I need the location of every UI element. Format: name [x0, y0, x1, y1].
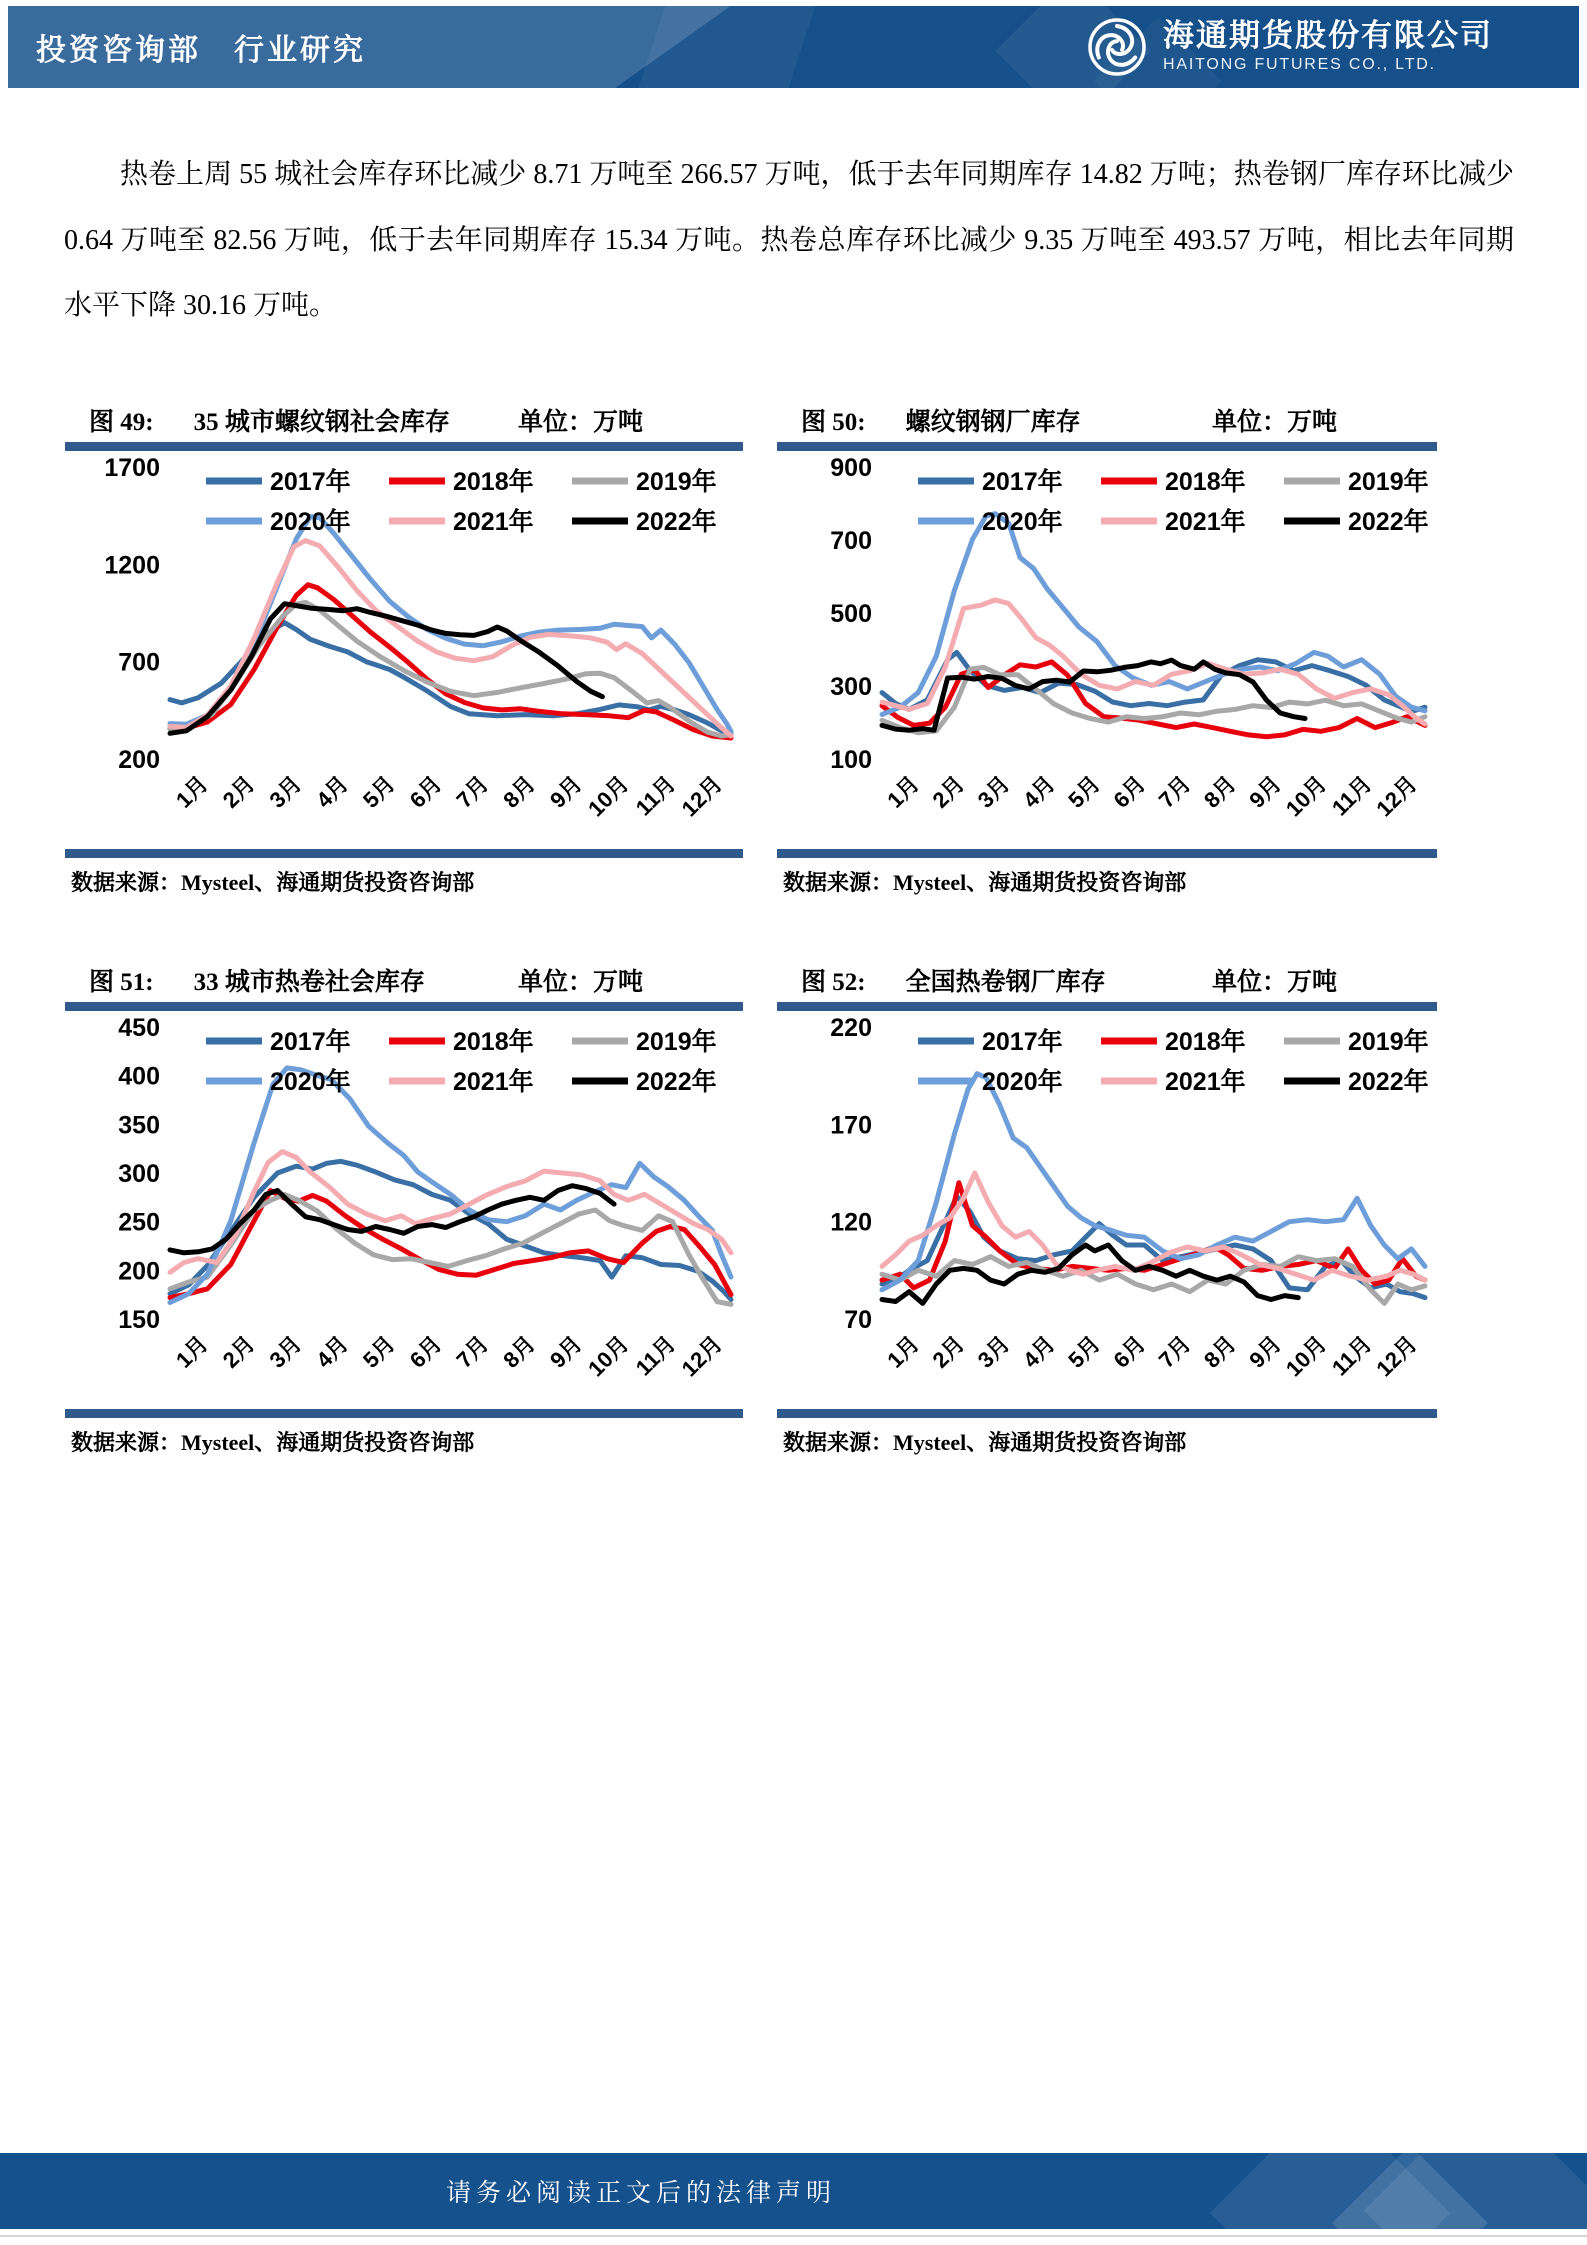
source-note: 数据来源：Mysteel、海通期货投资咨询部: [71, 870, 475, 895]
x-tick-label: 8月: [498, 770, 541, 813]
x-tick-label: 6月: [1108, 770, 1151, 813]
legend-label: 2020年: [982, 1068, 1063, 1096]
x-tick-label: 5月: [1063, 1330, 1106, 1373]
legend-label: 2022年: [636, 1068, 717, 1096]
y-tick-label: 200: [118, 1257, 160, 1286]
haitong-emblem-icon: [1085, 15, 1149, 79]
line-chart-fig51: [65, 1011, 743, 1409]
legend-label: 2020年: [270, 508, 351, 536]
legend-label: 2020年: [270, 1068, 351, 1096]
x-tick-label: 8月: [1199, 1330, 1241, 1373]
y-tick-label: 1200: [104, 551, 160, 580]
x-tick-label: 3月: [264, 770, 307, 813]
y-tick-label: 100: [830, 746, 872, 774]
legend-label: 2020年: [982, 508, 1063, 536]
chart-panel-fig51: [65, 958, 743, 1457]
legend-label: 2018年: [453, 1028, 534, 1056]
y-tick-label: 400: [118, 1062, 160, 1091]
unit-label: 单位：万吨: [517, 409, 643, 436]
rule-bottom: [65, 849, 743, 858]
x-tick-label: 12月: [676, 1330, 728, 1382]
x-tick-label: 10月: [583, 1330, 634, 1382]
x-tick-label: 10月: [583, 770, 634, 822]
legal-notice: 请务必阅读正文后的法律声明: [445, 2180, 837, 2207]
y-tick-label: 350: [118, 1111, 160, 1140]
series-line-2020年: [170, 517, 731, 732]
legend-label: 2017年: [982, 468, 1063, 496]
y-tick-label: 700: [830, 527, 872, 555]
line-chart-fig49: [65, 451, 743, 849]
rule-bottom: [65, 1409, 743, 1418]
x-tick-label: 2月: [927, 1330, 970, 1373]
rule-top: [65, 1002, 743, 1011]
legend-label: 2022年: [1348, 1068, 1429, 1096]
x-tick-label: 4月: [311, 1330, 354, 1373]
legend-label: 2021年: [1165, 1068, 1246, 1096]
x-tick-label: 3月: [264, 1330, 307, 1373]
y-tick-label: 300: [830, 673, 872, 701]
chart-title: 螺纹钢钢厂库存: [905, 409, 1081, 436]
legend-label: 2018年: [453, 468, 534, 496]
footer-divider-line: [0, 2235, 1587, 2237]
chart-title-row: [777, 958, 1437, 1002]
y-tick-label: 70: [844, 1306, 872, 1334]
chart-panel-fig49: [65, 398, 743, 897]
figure-label: 图 52:: [801, 969, 866, 996]
line-chart-fig50: [777, 451, 1437, 849]
x-tick-label: 5月: [1063, 770, 1106, 813]
legend-label: 2021年: [453, 508, 534, 536]
rule-bottom: [777, 1409, 1437, 1418]
rule-top: [65, 442, 743, 451]
x-tick-label: 4月: [1018, 770, 1060, 813]
y-tick-label: 300: [118, 1160, 160, 1188]
legend-label: 2022年: [636, 508, 717, 536]
x-tick-label: 3月: [972, 770, 1015, 813]
company-logo: [1085, 15, 1493, 79]
rule-top: [777, 442, 1437, 451]
rule-bottom: [777, 849, 1437, 858]
chart-title: 33 城市热卷社会库存: [193, 969, 425, 996]
series-line-2018年: [170, 585, 731, 738]
x-tick-label: 12月: [1371, 770, 1422, 822]
chart-title-row: [65, 398, 743, 442]
x-tick-label: 11月: [630, 770, 681, 821]
company-name-en: HAITONG FUTURES CO., LTD.: [1163, 55, 1436, 73]
source-note: 数据来源：Mysteel、海通期货投资咨询部: [71, 1430, 475, 1455]
chart-panel-fig50: [777, 398, 1437, 897]
x-tick-label: 2月: [217, 770, 260, 813]
y-tick-label: 250: [118, 1208, 160, 1237]
company-name-block: [1163, 20, 1493, 74]
page-header: [8, 6, 1579, 88]
chart-panel-fig52: [777, 958, 1437, 1457]
x-tick-label: 6月: [1108, 1330, 1151, 1373]
x-tick-label: 9月: [545, 1330, 587, 1373]
y-tick-label: 200: [118, 746, 160, 774]
y-tick-label: 170: [830, 1111, 872, 1140]
figure-label: 图 49:: [89, 409, 154, 436]
x-tick-label: 5月: [358, 770, 400, 813]
legend-label: 2018年: [1165, 468, 1246, 496]
unit-label: 单位：万吨: [517, 969, 643, 996]
x-tick-label: 4月: [311, 770, 354, 813]
x-tick-label: 12月: [676, 770, 728, 822]
x-tick-label: 2月: [927, 770, 970, 813]
x-tick-label: 11月: [1326, 770, 1377, 821]
y-tick-label: 120: [830, 1208, 872, 1237]
source-note: 数据来源：Mysteel、海通期货投资咨询部: [783, 1430, 1187, 1455]
series-line-2017年: [170, 1161, 731, 1299]
y-tick-label: 220: [830, 1014, 872, 1042]
rule-top: [777, 1002, 1437, 1011]
chart-legend: [206, 1027, 717, 1096]
legend-label: 2019年: [1348, 468, 1429, 496]
x-tick-label: 9月: [545, 770, 587, 813]
x-tick-label: 7月: [1153, 1330, 1196, 1373]
y-tick-label: 900: [830, 454, 872, 482]
x-tick-label: 7月: [451, 1330, 494, 1373]
figure-label: 图 51:: [89, 969, 154, 996]
chart-legend: [918, 1027, 1429, 1096]
legend-label: 2017年: [270, 1028, 351, 1056]
x-tick-label: 9月: [1244, 770, 1287, 813]
chart-title: 35 城市螺纹钢社会库存: [193, 409, 450, 436]
legend-label: 2019年: [636, 468, 717, 496]
y-tick-label: 500: [830, 600, 872, 628]
header-title: 投资咨询部 行业研究: [36, 34, 366, 67]
legend-label: 2019年: [1348, 1028, 1429, 1056]
x-tick-label: 10月: [1280, 1330, 1332, 1382]
y-tick-label: 700: [118, 648, 160, 677]
y-tick-label: 150: [118, 1306, 160, 1334]
x-tick-label: 1月: [171, 1330, 213, 1373]
x-tick-label: 7月: [451, 770, 494, 813]
legend-label: 2019年: [636, 1028, 717, 1056]
legend-label: 2021年: [453, 1068, 534, 1096]
x-tick-label: 5月: [358, 1330, 400, 1373]
unit-label: 单位：万吨: [1211, 969, 1337, 996]
x-tick-label: 6月: [404, 1330, 447, 1373]
legend-label: 2017年: [982, 1028, 1063, 1056]
x-tick-label: 8月: [1199, 770, 1241, 813]
x-tick-label: 12月: [1371, 1330, 1422, 1382]
x-tick-label: 3月: [972, 1330, 1015, 1373]
unit-label: 单位：万吨: [1211, 409, 1337, 436]
x-tick-label: 2月: [217, 1330, 260, 1373]
summary-paragraph: 热卷上周 55 城社会库存环比减少 8.71 万吨至 266.57 万吨，低于去年同期库存 14.82 万吨；热卷钢厂库存环比减少 0.64 万吨至 82.56 万吨，低于去年同期库存 15.34 万吨。热卷总库存环比减少 9.35 万吨至 493.57 万吨，相比去年同期水平下降 30.16 万吨。: [64, 159, 1514, 322]
chart-legend: [206, 467, 717, 536]
chart-legend: [918, 467, 1429, 536]
x-tick-label: 10月: [1280, 770, 1332, 822]
x-tick-label: 9月: [1244, 1330, 1287, 1373]
page-footer: [0, 2153, 1587, 2229]
x-tick-label: 1月: [882, 1330, 925, 1373]
legend-label: 2018年: [1165, 1028, 1246, 1056]
source-note: 数据来源：Mysteel、海通期货投资咨询部: [783, 870, 1187, 895]
legend-label: 2021年: [1165, 508, 1246, 536]
chart-title-row: [65, 958, 743, 1002]
company-name-cn: 海通期货股份有限公司: [1163, 18, 1493, 54]
x-tick-label: 6月: [404, 770, 447, 813]
x-tick-label: 8月: [498, 1330, 541, 1373]
x-tick-label: 1月: [882, 770, 925, 813]
x-tick-label: 1月: [171, 770, 213, 813]
line-chart-fig52: [777, 1011, 1437, 1409]
chart-title: 全国热卷钢厂库存: [905, 969, 1106, 996]
x-tick-label: 11月: [1326, 1330, 1377, 1381]
legend-label: 2017年: [270, 468, 351, 496]
y-tick-label: 1700: [104, 454, 160, 482]
x-tick-label: 7月: [1153, 770, 1196, 813]
x-tick-label: 11月: [630, 1330, 681, 1381]
x-tick-label: 4月: [1018, 1330, 1060, 1373]
chart-title-row: [777, 398, 1437, 442]
figure-label: 图 50:: [801, 409, 866, 436]
legend-label: 2022年: [1348, 508, 1429, 536]
y-tick-label: 450: [118, 1014, 160, 1042]
